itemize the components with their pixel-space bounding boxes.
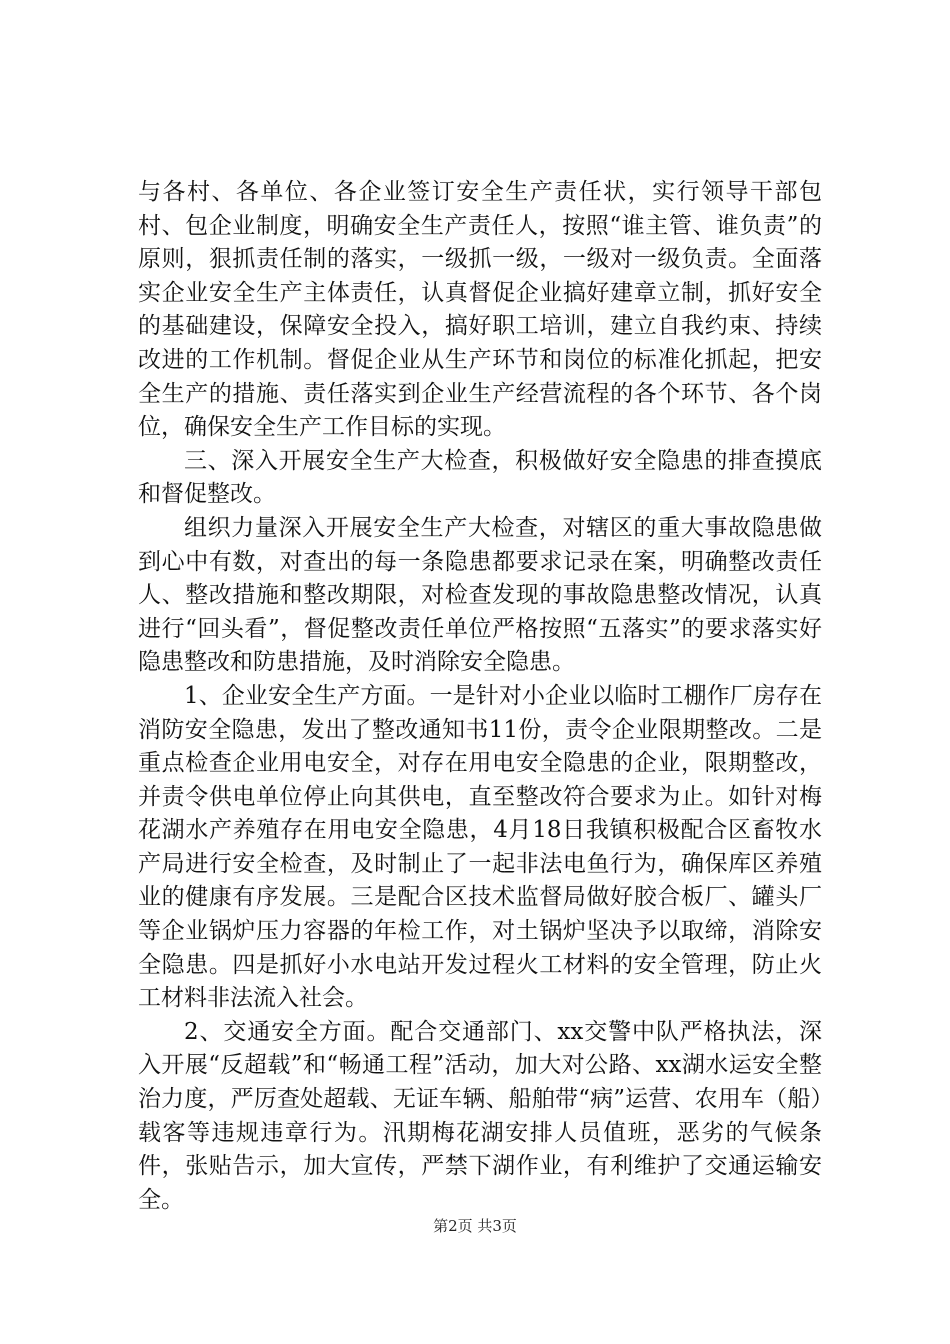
page-footer: 第2页 共3页 (433, 1217, 517, 1235)
section-heading-inspection: 三、深入开展安全生产大检查，积极做好安全隐患的排查摸底和督促整改。 (138, 447, 822, 508)
document-body (138, 176, 822, 1217)
paragraph-enterprise-safety: 1、企业安全生产方面。一是针对小企业以临时工棚作厂房存在消防安全隐患，发出了整改通知书11份，责令企业限期整改。二是重点检查企业用电安全，对存在用电安全隐患的企业，限期整改，并责令供电单位停止向其供电，直至整改符合要求为止。如针对梅花湖水产养殖存在用电安全隐患，4月18日我镇积极配合区畜牧水产局进行安全检查，及时制止了一起非法电鱼行为，确保库区养殖业的健康有序发展。三是配合区技术监督局做好胶合板厂、罐头厂等企业锅炉压力容器的年检工作，对土锅炉坚决予以取缔，消除安全隐患。四是抓好小水电站开发过程火工材料的安全管理，防止火工材料非法流入社会。 (138, 682, 822, 1012)
paragraph-inspection: 组织力量深入开展安全生产大检查，对辖区的重大事故隐患做到心中有数，对查出的每一条隐患都要求记录在案，明确整改责任人、整改措施和整改期限，对检查发现的事故隐患整改情况，认真进行“回头看”，督促整改责任单位严格按照“五落实”的要求落实好隐患整改和防患措施，及时消除安全隐患。 (138, 514, 822, 676)
paragraph-traffic-safety: 2、交通安全方面。配合交通部门、xx交警中队严格执法，深入开展“反超载”和“畅通工程”活动，加大对公路、xx湖水运安全整治力度，严厉查处超载、无证车辆、船舶带“病”运营、农用车（船）载客等违规违章行为。汛期梅花湖安排人员值班，恶劣的气候条件，张贴告示，加大宣传，严禁下湖作业，有利维护了交通运输安全。 (138, 1018, 822, 1213)
paragraph-responsibility: 与各村、各单位、各企业签订安全生产责任状，实行领导干部包村、包企业制度，明确安全生产责任人，按照“谁主管、谁负责”的原则，狠抓责任制的落实，一级抓一级，一级对一级负责。全面落实企业安全生产主体责任，认真督促企业搞好建章立制，抓好安全的基础建设，保障安全投入，搞好职工培训，建立自我约束、持续改进的工作机制。督促企业从生产环节和岗位的标准化抓起，把安全生产的措施、责任落实到企业生产经营流程的各个环节、各个岗位，确保安全生产工作目标的实现。 (138, 179, 822, 441)
